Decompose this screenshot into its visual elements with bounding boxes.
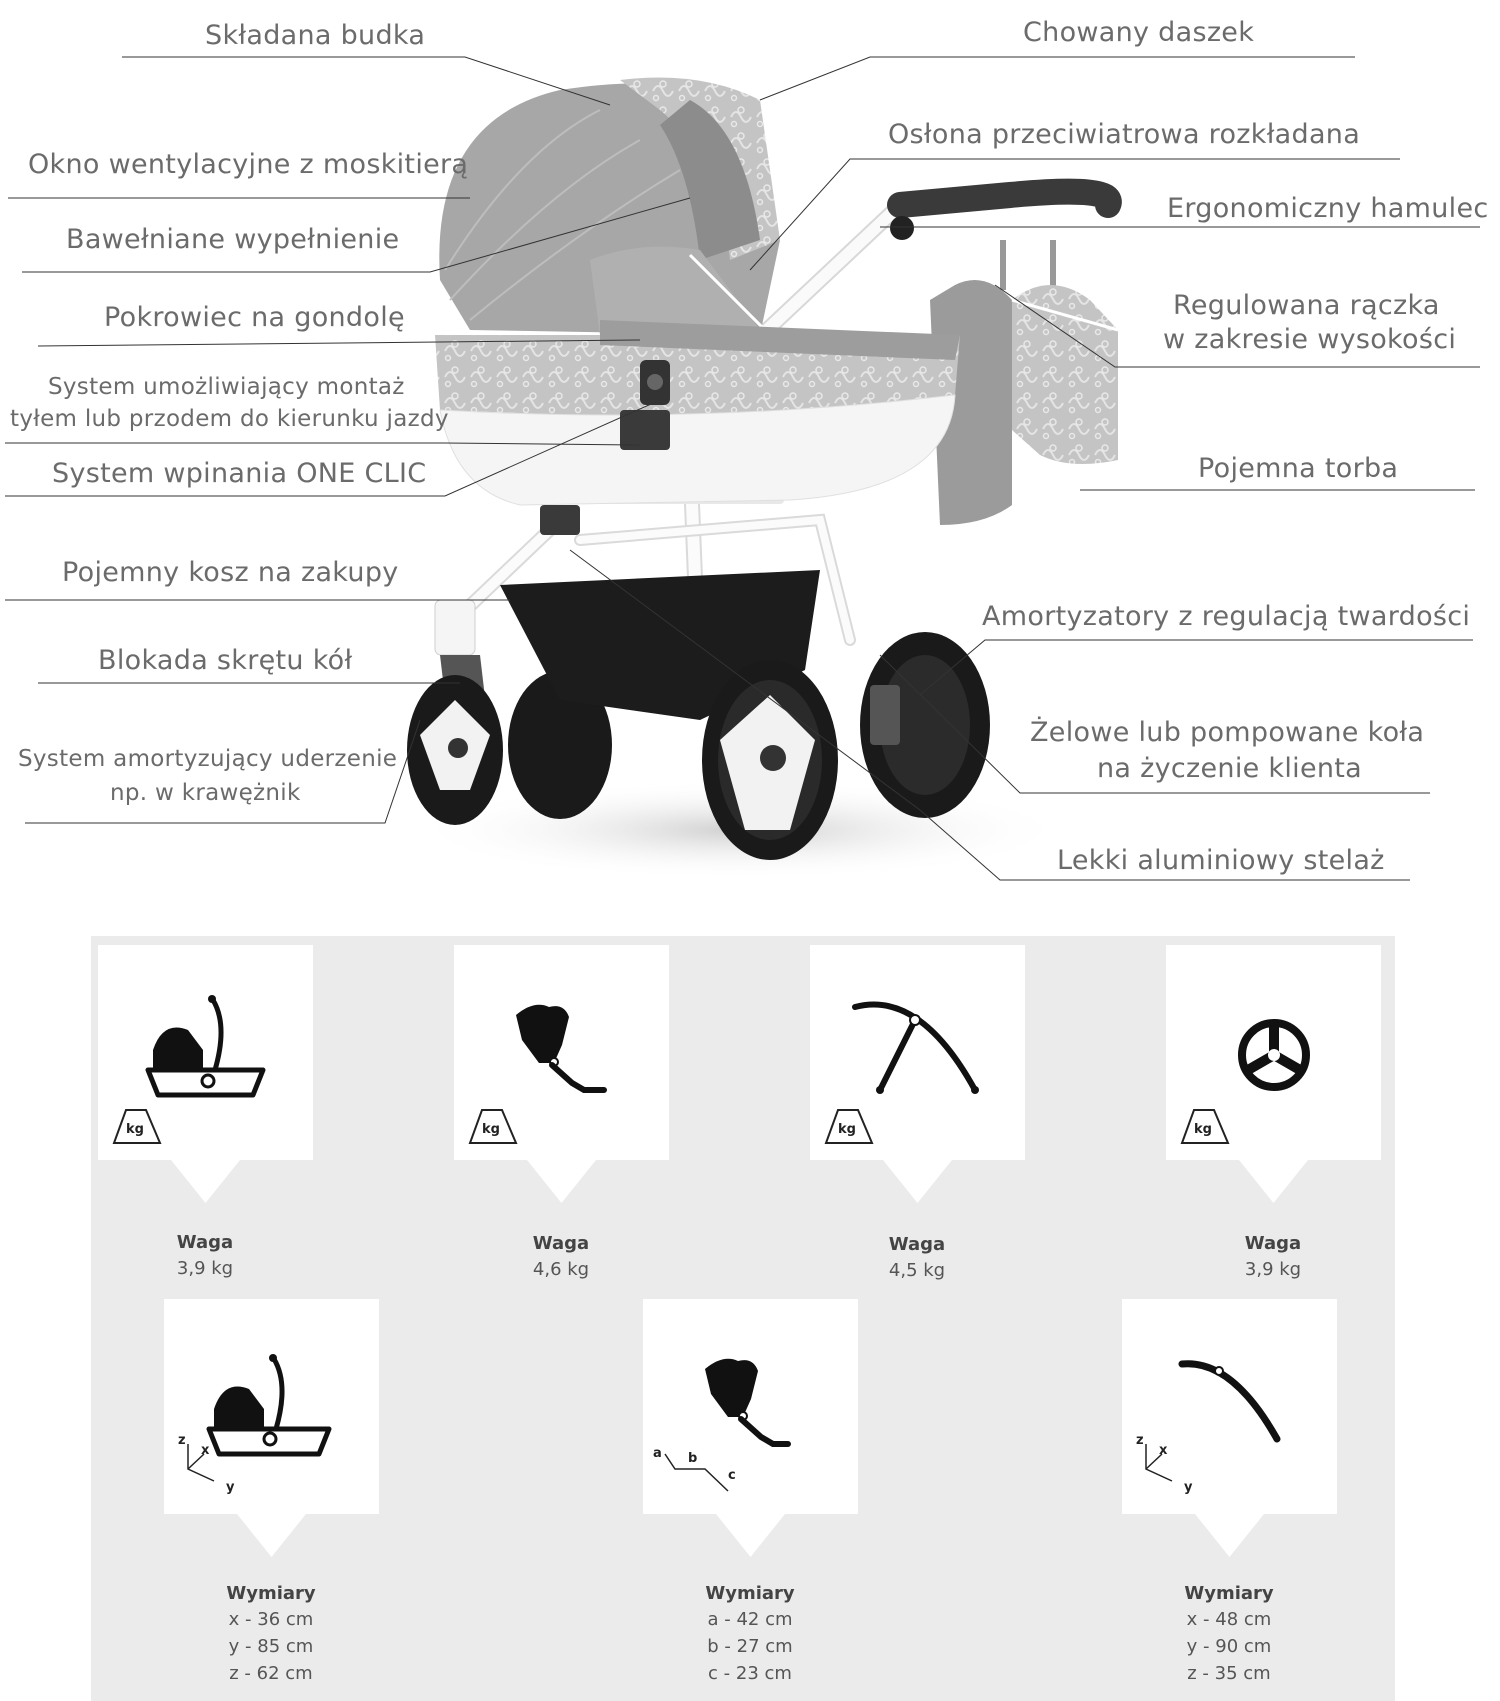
- dimension-line-3-x: x - 48 cm: [1186, 1609, 1272, 1630]
- label-kosz: Pojemny kosz na zakupy: [62, 557, 399, 588]
- label-ergonomiczny-hamulec: Ergonomiczny hamulec: [1167, 193, 1489, 224]
- weight-value-2: 4,6 kg: [532, 1259, 590, 1280]
- svg-text:z: z: [178, 1433, 186, 1448]
- label-chowany-daszek: Chowany daszek: [1023, 17, 1255, 48]
- label-skladana-budka: Składana budka: [205, 20, 426, 51]
- label-okno-wentylacyjne: Okno wentylacyjne z moskitierą: [28, 149, 469, 180]
- front-right-wheel: [702, 660, 838, 860]
- label-zelowe-2: na życzenie klienta: [1097, 753, 1363, 784]
- svg-text:kg: kg: [838, 1122, 856, 1137]
- handle-bar: [900, 192, 1109, 205]
- label-regulowana-1: Regulowana rączka: [1173, 290, 1440, 321]
- changing-bag: [930, 240, 1118, 525]
- label-blokada: Blokada skrętu kół: [98, 645, 353, 676]
- dimension-line-1-z: z - 62 cm: [229, 1663, 313, 1684]
- svg-text:y: y: [1184, 1480, 1193, 1495]
- label-system-montaz-2: tyłem lub przodem do kierunku jazdy: [10, 406, 449, 432]
- label-system-amort-2: np. w krawężnik: [110, 780, 301, 806]
- handle-joint: [890, 216, 914, 240]
- weight-title-4: Waga: [1244, 1233, 1302, 1254]
- dimension-line-1-x: x - 36 cm: [228, 1609, 314, 1630]
- weight-title-2: Waga: [532, 1233, 590, 1254]
- label-system-montaz-1: System umożliwiający montaż: [48, 374, 405, 400]
- svg-text:kg: kg: [482, 1122, 500, 1137]
- rear-wheel-hub: [870, 685, 900, 745]
- dimension-line-2-b: b - 27 cm: [707, 1636, 793, 1657]
- label-pojemna-torba: Pojemna torba: [1198, 453, 1399, 484]
- svg-text:b: b: [688, 1451, 698, 1466]
- label-system-amort-1: System amortyzujący uderzenie: [18, 746, 398, 772]
- weight-value-3: 4,5 kg: [888, 1260, 946, 1281]
- svg-text:z: z: [1136, 1433, 1144, 1448]
- label-stelaz: Lekki aluminiowy stelaż: [1057, 845, 1385, 876]
- svg-text:kg: kg: [126, 1122, 144, 1137]
- label-pokrowiec: Pokrowiec na gondolę: [104, 302, 405, 333]
- dimension-title-1: Wymiary: [226, 1583, 316, 1604]
- weight-value-4: 3,9 kg: [1244, 1259, 1302, 1280]
- label-amortyzatory: Amortyzatory z regulacją twardości: [982, 601, 1471, 632]
- label-regulowana-2: w zakresie wysokości: [1163, 324, 1457, 355]
- dimension-title-2: Wymiary: [705, 1583, 795, 1604]
- dimension-line-3-y: y - 90 cm: [1186, 1636, 1272, 1657]
- svg-text:x: x: [1159, 1443, 1168, 1458]
- weight-value-1: 3,9 kg: [176, 1258, 234, 1279]
- svg-text:c: c: [728, 1468, 736, 1483]
- dimension-title-3: Wymiary: [1184, 1583, 1274, 1604]
- label-oslona: Osłona przeciwiatrowa rozkładana: [888, 119, 1361, 150]
- dimension-line-1-y: y - 85 cm: [228, 1636, 314, 1657]
- svg-text:kg: kg: [1194, 1122, 1212, 1137]
- dimension-line-2-c: c - 23 cm: [708, 1663, 792, 1684]
- dimension-line-2-a: a - 42 cm: [707, 1609, 793, 1630]
- front-left-wheel: [407, 675, 503, 825]
- weight-title-1: Waga: [176, 1232, 234, 1253]
- specifications-panel: [91, 936, 1395, 1701]
- dimension-line-3-z: z - 35 cm: [1187, 1663, 1271, 1684]
- svg-text:x: x: [201, 1443, 210, 1458]
- carrycot: [435, 78, 960, 506]
- label-bawelniane: Bawełniane wypełnienie: [66, 224, 400, 255]
- weight-title-3: Waga: [888, 1234, 946, 1255]
- svg-text:y: y: [226, 1480, 235, 1495]
- svg-text:a: a: [653, 1446, 662, 1461]
- label-system-wpinania: System wpinania ONE CLIC: [52, 458, 427, 489]
- label-zelowe-1: Żelowe lub pompowane koła: [1030, 717, 1425, 748]
